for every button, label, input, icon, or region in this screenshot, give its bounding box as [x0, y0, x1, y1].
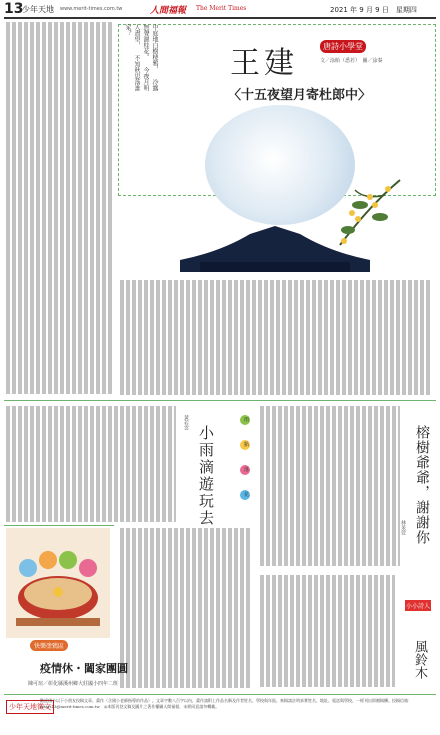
article-body-texture: [120, 528, 250, 688]
article-body-texture: [260, 575, 395, 687]
article-body-texture: [6, 406, 176, 522]
article-body-texture: [260, 406, 400, 566]
poem-text: [123, 24, 159, 92]
column-tag: 快樂塗鴉區: [30, 640, 68, 651]
circle-label: 花: [244, 492, 250, 498]
header-rule: [4, 17, 436, 19]
painting-author: 陳可瑄／彰化縣溪州鄉大莊國小四年二班: [28, 681, 119, 687]
article-body-texture: [120, 280, 430, 395]
circle-label: 雨: [244, 417, 250, 423]
article-author: 林采萱: [400, 520, 406, 535]
section-divider: [4, 525, 114, 526]
newspaper-logo: 人間福報: [150, 6, 187, 16]
page-number: 13: [4, 1, 24, 17]
article-author: 黃若雲: [183, 415, 189, 430]
poet-name: 王建: [230, 46, 298, 81]
poem-title: 〈十五夜望月寄杜郎中〉: [228, 88, 372, 103]
poem-title-windchime: 風鈴木: [412, 640, 427, 679]
poem-line: 中庭地白樹棲鴉，: [151, 24, 158, 72]
osmanthus-flowers: [330, 175, 405, 255]
credits: 文／涂貽（悉若） 圖／涂秦: [320, 58, 383, 64]
column-tag: 唐詩小學堂: [320, 40, 366, 53]
section-name: 少年天地: [22, 5, 54, 14]
circle-label: 落: [244, 467, 250, 473]
article-title-raindrop: 小雨滴遊玩去: [197, 425, 215, 527]
poem-line: 冷露無聲濕桂花。: [142, 24, 158, 91]
column-tag: 小小詩人: [405, 600, 431, 611]
section-divider: [4, 400, 436, 401]
article-body-texture: [6, 22, 114, 394]
poem-line: 今夜月明人盡望，: [133, 24, 149, 91]
poem-line: 不知秋思落誰家？: [124, 24, 140, 91]
circle-label: 點: [244, 442, 250, 448]
submission-notice: 歡迎國小以下小朋友投稿文章、畫作（含國小老師指導的作品）。文章字數八百字以內，畫作請附上作品名稱及作者姓名、學校與年級。來稿請註明真實姓名、地址、電話與學校，一經刊出即贈稿酬。投稿信箱：mtart13@merit-times.com.tw ◎本版刊登文稿及圖片之著作權屬人間福報，未經同意請勿轉載。: [40, 698, 412, 709]
submission-logo: 少年天地徵文: [6, 700, 54, 714]
article-title-banyan: 榕樹爺爺，謝謝你: [414, 425, 430, 545]
painting-title: 疫情休・闔家團圓: [40, 662, 128, 675]
issue-date: 2021 年 9 月 9 日 星期四: [330, 6, 417, 14]
site-url[interactable]: www.merit-times.com.tw: [60, 6, 123, 12]
child-painting: [6, 528, 110, 638]
newspaper-logo-en: The Merit Times: [196, 5, 247, 12]
